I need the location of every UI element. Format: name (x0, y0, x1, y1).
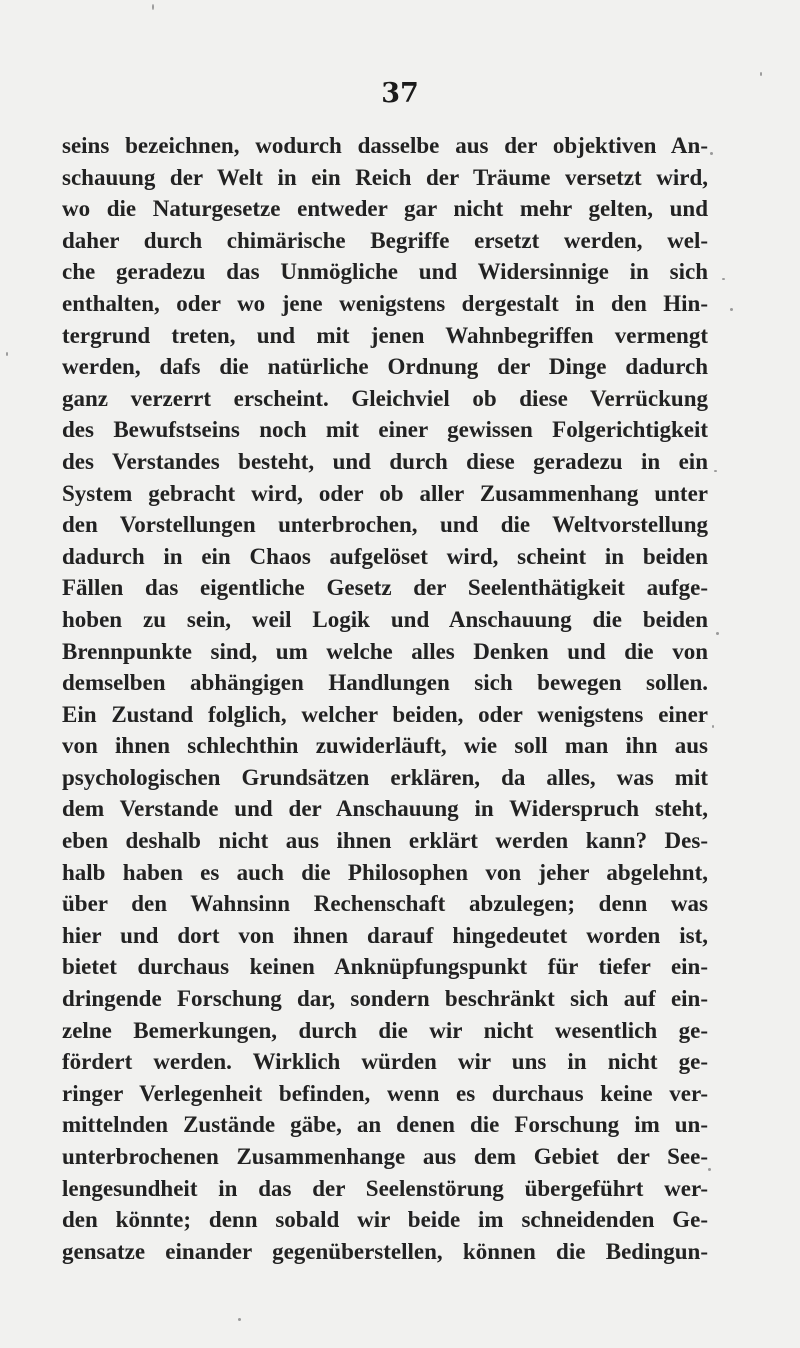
text-line: daher durch chimärische Begriffe ersetzt werden, wel- (62, 227, 708, 253)
text-line: des Verstandes besteht, und durch diese geradezu in ein (62, 448, 708, 474)
text-line: dadurch in ein Chaos aufgelöset wird, scheint in beiden (62, 543, 708, 569)
text-line: wo die Naturgesetze entweder gar nicht mehr gelten, und (62, 196, 708, 222)
text-line: den Vorstellungen unterbrochen, und die Weltvorstellung (62, 512, 708, 538)
text-line: dem Verstande und der Anschauung in Widerspruch steht, (62, 796, 708, 822)
text-line: hoben zu sein, weil Logik und Anschauung die beiden (62, 606, 708, 632)
text-line: den könnte; denn sobald wir beide im schneidenden Ge- (62, 1207, 708, 1233)
text-line: über den Wahnsinn Rechenschaft abzulegen; denn was (62, 891, 708, 917)
text-line: enthalten, oder wo jene wenigstens dergestalt in den Hin- (62, 290, 708, 316)
text-line: System gebracht wird, oder ob aller Zusammenhang unter (62, 480, 708, 506)
text-line: ganz verzerrt erscheint. Gleichviel ob diese Verrückung (62, 385, 708, 411)
text-line: unterbrochenen Zusammenhange aus dem Gebiet der See- (62, 1144, 708, 1169)
text-line: dringende Forschung dar, sondern beschränkt sich auf ein- (62, 986, 708, 1012)
text-line: eben deshalb nicht aus ihnen erklärt werden kann? Des- (62, 828, 708, 854)
text-line: bietet durchaus keinen Anknüpfungspunkt für tiefer ein- (62, 954, 708, 980)
text-line: psychologischen Grundsätzen erklären, da alles, was mit (62, 764, 708, 790)
text-line: hier und dort von ihnen darauf hingedeutet worden ist, (62, 922, 708, 948)
text-line: tergrund treten, und mit jenen Wahnbegriffen vermengt (62, 322, 708, 348)
page-number: 37 (381, 78, 419, 109)
text-line: des Bewufstseins noch mit einer gewissen Folgerichtigkeit (62, 417, 708, 443)
text-line: zelne Bemerkungen, durch die wir nicht wesentlich ge- (62, 1017, 708, 1043)
text-line: gensatze einander gegenüberstellen, können die Bedingun- (62, 1238, 708, 1264)
text-line: von ihnen schlechthin zuwiderläuft, wie soll man ihn aus (62, 733, 708, 759)
body-text (62, 130, 708, 1267)
text-line: che geradezu das Unmögliche und Widersinnige in sich (62, 259, 708, 285)
text-line: fördert werden. Wirklich würden wir uns in nicht ge- (62, 1049, 708, 1075)
text-line: Ein Zustand folglich, welcher beiden, oder wenigstens einer (62, 701, 708, 727)
text-line: halb haben es auch die Philosophen von jeher abgelehnt, (62, 859, 708, 885)
text-line: seins bezeichnen, wodurch dasselbe aus der objektiven An- (62, 133, 708, 158)
text-line: schauung der Welt in ein Reich der Träume versetzt wird, (62, 164, 708, 190)
text-line: werden, dafs die natürliche Ordnung der Dinge dadurch (62, 354, 708, 380)
text-line: demselben abhängigen Handlungen sich bewegen sollen. (62, 670, 708, 696)
text-line: Fällen das eigentliche Gesetz der Seelenthätigkeit aufge- (62, 575, 708, 601)
text-line: Brennpunkte sind, um welche alles Denken und die von (62, 638, 708, 664)
text-line: ringer Verlegenheit befinden, wenn es durchaus keine ver- (62, 1080, 708, 1106)
text-line: mittelnden Zustände gäbe, an denen die Forschung im un- (62, 1112, 708, 1138)
text-line: lengesundheit in das der Seelenstörung übergeführt wer- (62, 1175, 708, 1201)
